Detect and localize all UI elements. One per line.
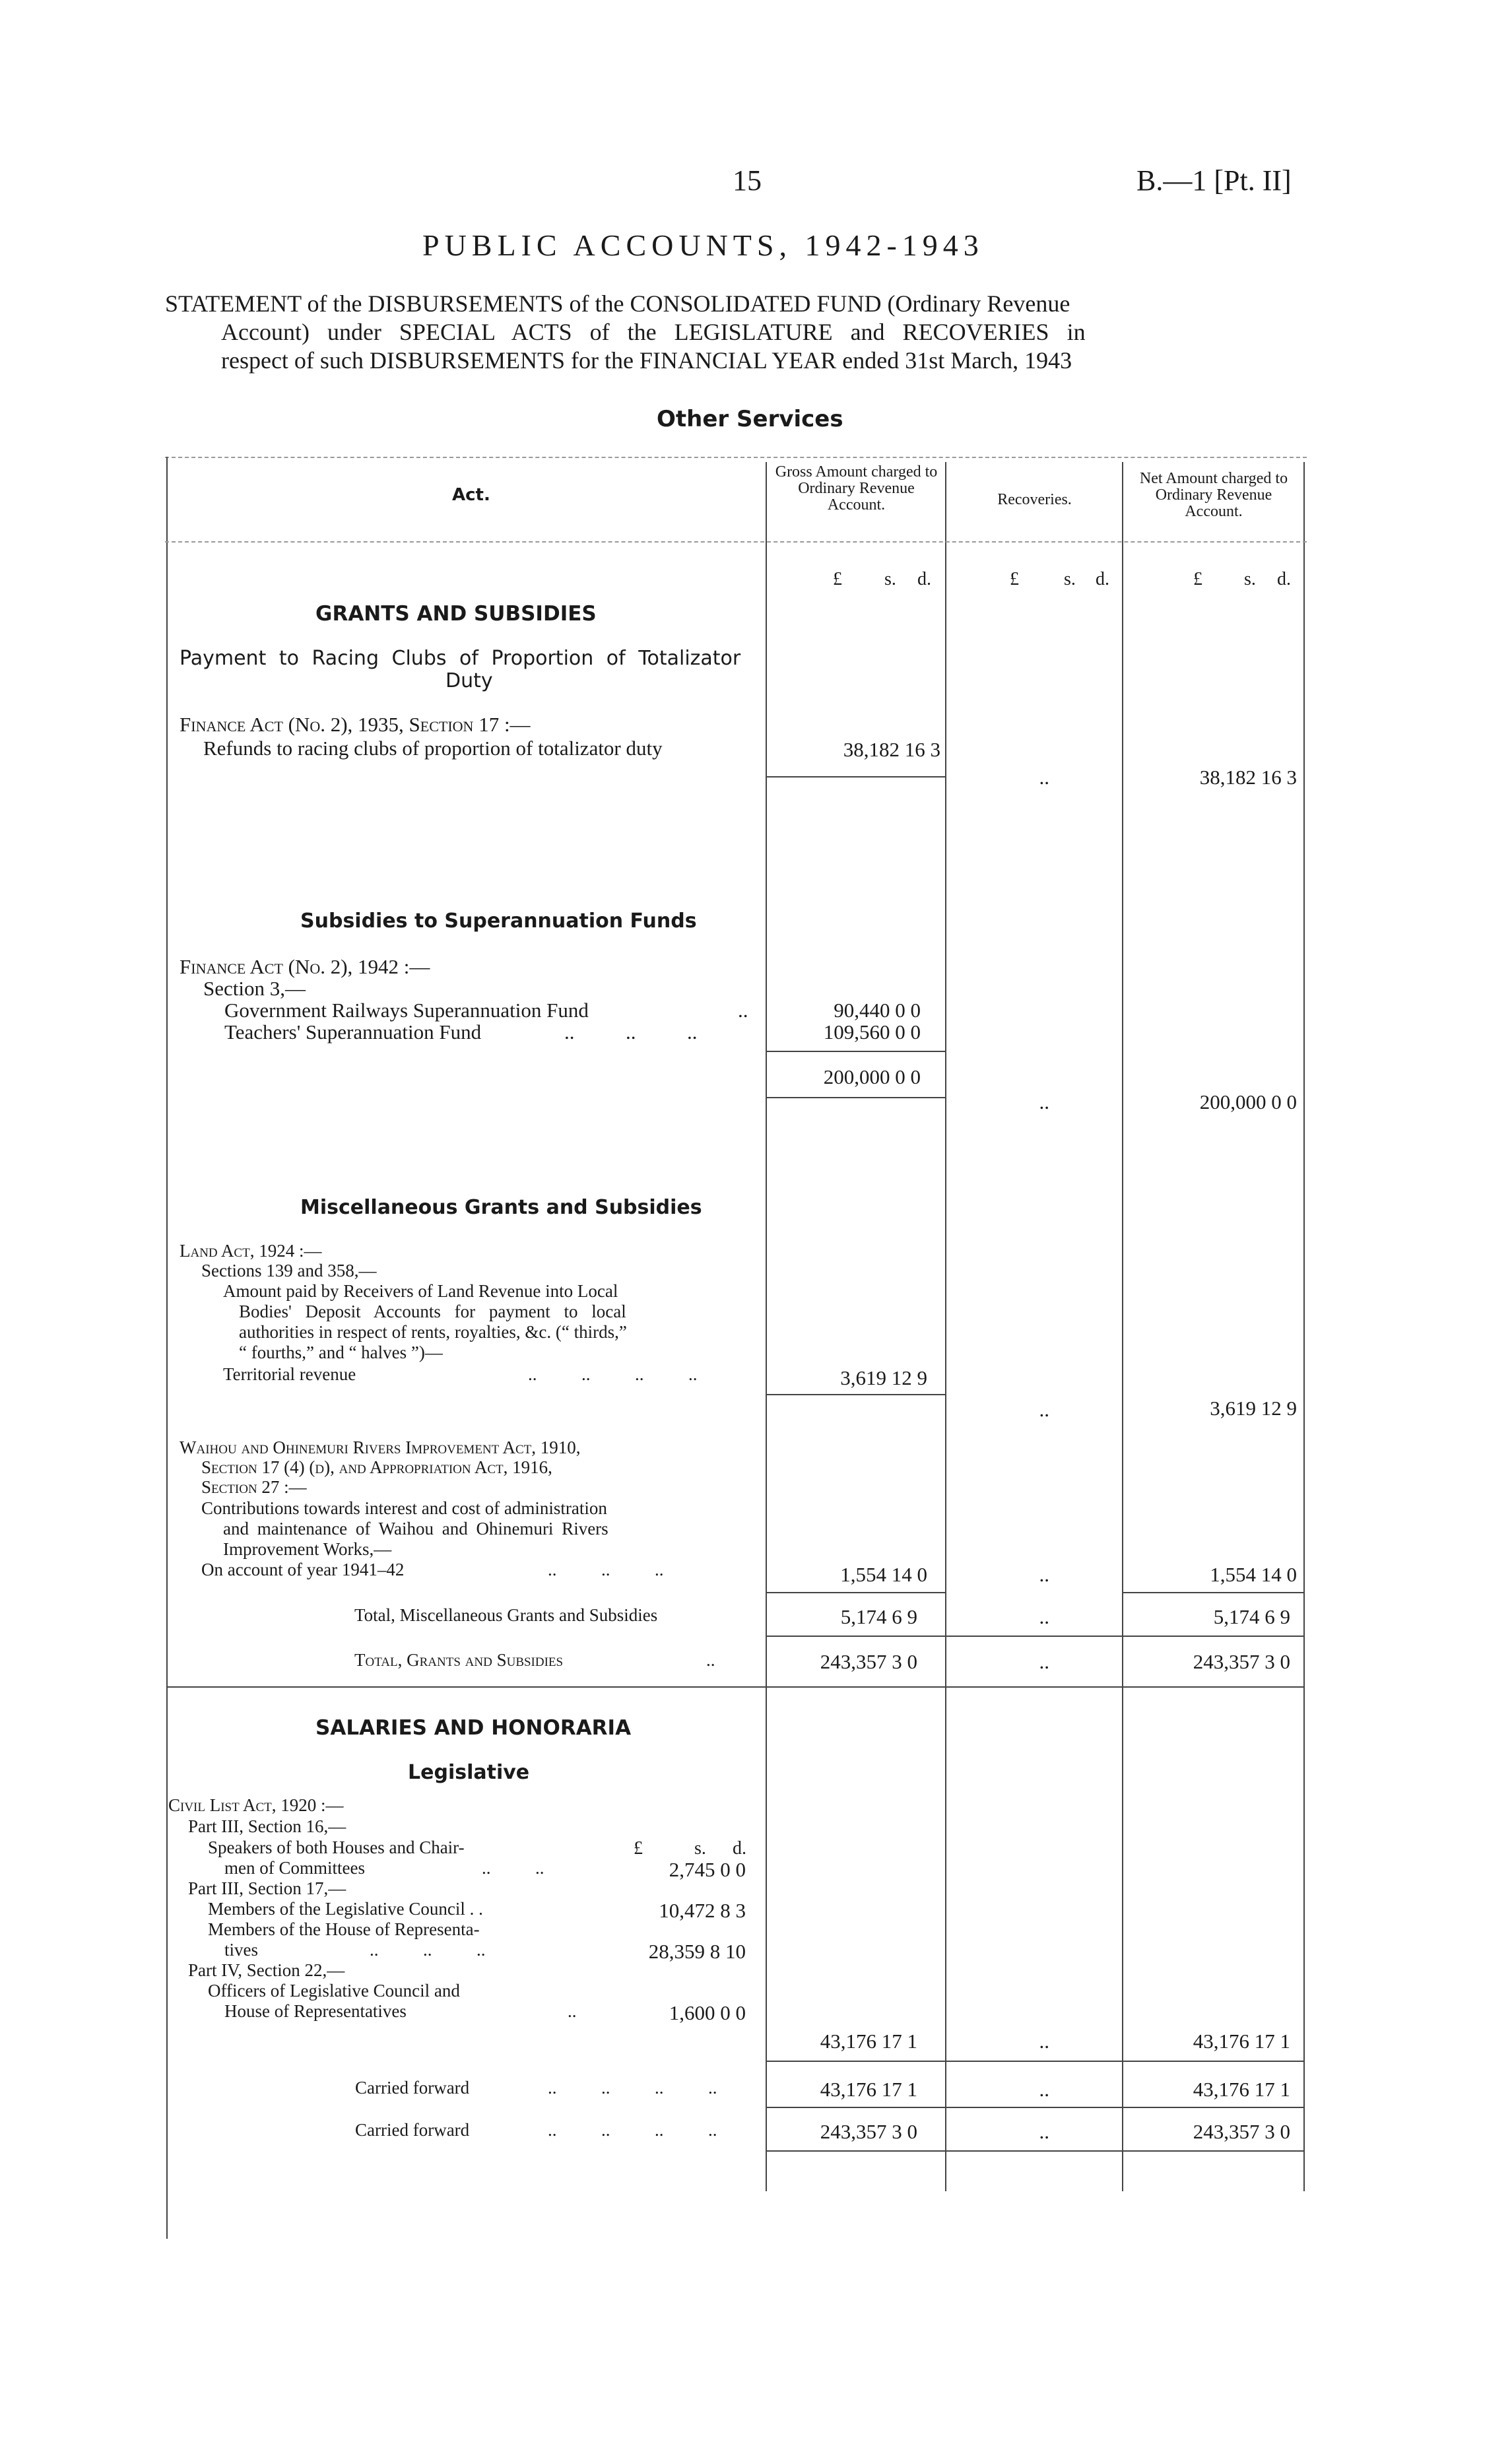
land-act-description-line-1: Amount paid by Receivers of Land Revenue into Local: [223, 1281, 618, 1301]
misc-total-bottom-rule: [767, 1636, 1303, 1637]
recoveries-column-divider: [945, 462, 946, 2191]
speakers-dots: .. ..: [482, 1858, 544, 1878]
carried-forward-1-net: 43,176 17 1: [1193, 2078, 1290, 2101]
speakers-amount: 2,745 0 0: [669, 1858, 746, 1881]
racing-net-amount: 38,182 16 3: [1199, 766, 1297, 789]
racing-act-reference: Finance Act (No. 2), 1935, Section 17 :—: [180, 713, 531, 736]
carried-forward-1-recoveries: ..: [1039, 2078, 1049, 2101]
salaries-part-3-section-16: Part III, Section 16,—: [188, 1816, 346, 1836]
column-head-recoveries: Recoveries.: [997, 491, 1072, 508]
superannuation-heading: Subsidies to Superannuation Funds: [300, 910, 697, 933]
superannuation-subtotal-rule: [767, 1051, 945, 1052]
territorial-revenue-net: 3,619 12 9: [1210, 1397, 1297, 1420]
salaries-pound-symbol: £: [634, 1838, 643, 1859]
superannuation-recoveries: ..: [1039, 1090, 1049, 1113]
net-pound-symbol: £: [1193, 569, 1202, 589]
land-act-description-line-3: authorities in respect of rents, royalties, &c. (“ thirds,”: [239, 1322, 627, 1342]
column-head-act: Act.: [452, 485, 490, 505]
salaries-total-net: 43,176 17 1: [1193, 2030, 1290, 2053]
salaries-total-rule: [767, 2061, 1303, 2062]
civil-list-act-reference: Civil List Act, 1920 :—: [168, 1795, 344, 1815]
waihou-account-net: 1,554 14 0: [1210, 1563, 1297, 1586]
gross-pence-symbol: d.: [917, 569, 931, 589]
representatives-line-1: Members of the House of Representa-: [208, 1919, 480, 1939]
representatives-line-2: tives: [224, 1940, 258, 1960]
legislative-council-amount: 10,472 8 3: [659, 1899, 746, 1922]
waihou-act-line-3: Section 27 :—: [201, 1477, 307, 1497]
racing-heading-line-2: Duty: [445, 669, 493, 692]
superannuation-net-amount: 200,000 0 0: [1199, 1090, 1297, 1113]
officers-line-2: House of Representatives: [224, 2001, 407, 2021]
recoveries-pound-symbol: £: [1010, 569, 1019, 589]
superannuation-railways-gross: 90,440 0 0: [834, 999, 921, 1022]
carried-forward-2-label: Carried forward: [355, 2120, 470, 2140]
waihou-account-dots: .. .. ..: [548, 1560, 664, 1579]
racing-gross-amount: 38,182 16 3: [843, 738, 940, 761]
superannuation-section: Section 3,—: [203, 977, 306, 1000]
waihou-account-gross: 1,554 14 0: [840, 1563, 927, 1586]
document-reference: B.—1 [Pt. II]: [1136, 164, 1292, 197]
salaries-subheading-legislative: Legislative: [408, 1761, 530, 1784]
waihou-account-label: On account of year 1941–42: [201, 1560, 405, 1579]
misc-total-net: 5,174 6 9: [1213, 1605, 1290, 1628]
superannuation-subtotal: 200,000 0 0: [823, 1065, 921, 1088]
land-act-description-line-2: Bodies' Deposit Accounts for payment to local: [239, 1302, 626, 1321]
superannuation-item-teachers-dots: .. .. ..: [564, 1020, 698, 1043]
carried-forward-2-dots: .. .. .. ..: [548, 2120, 717, 2140]
waihou-act-line-2: Section 17 (4) (d), and Appropriation Act, 1916,: [201, 1457, 552, 1477]
column-head-gross: Gross Amount charged to Ordinary Revenue Account.: [775, 463, 938, 513]
waihou-contributions-line-2: and maintenance of Waihou and Ohinemuri Rivers: [223, 1519, 608, 1538]
territorial-revenue-underline: [767, 1394, 945, 1395]
net-shilling-symbol: s.: [1244, 569, 1256, 589]
grants-grand-total-dots: ..: [706, 1650, 715, 1670]
salaries-pence-symbol: d.: [733, 1838, 746, 1859]
carried-forward-2-net: 243,357 3 0: [1193, 2120, 1290, 2143]
grants-grand-total-net: 243,357 3 0: [1193, 1650, 1290, 1673]
superannuation-subtotal-underline: [767, 1097, 945, 1098]
racing-gross-underline: [767, 776, 945, 777]
grants-grand-total-label: Total, Grants and Subsidies: [354, 1650, 564, 1670]
superannuation-item-teachers: Teachers' Superannuation Fund: [224, 1020, 482, 1043]
page-subtitle: Other Services: [657, 406, 843, 432]
waihou-contributions-line-1: Contributions towards interest and cost of administration: [201, 1498, 607, 1518]
salaries-part-4-section-22: Part IV, Section 22,—: [188, 1960, 345, 1980]
territorial-revenue-recoveries: ..: [1039, 1398, 1049, 1421]
page-number: 15: [733, 164, 762, 197]
superannuation-act-reference: Finance Act (No. 2), 1942 :—: [180, 955, 430, 978]
salaries-total-gross: 43,176 17 1: [820, 2030, 917, 2053]
misc-total-recoveries: ..: [1039, 1605, 1049, 1628]
column-head-net: Net Amount charged to Ordinary Revenue Account.: [1139, 470, 1288, 520]
section-heading-grants: GRANTS AND SUBSIDIES: [315, 602, 597, 626]
superannuation-item-railways: Government Railways Superannuation Fund: [224, 999, 589, 1022]
land-act-description-line-4: “ fourths,” and “ halves ”)—: [239, 1342, 443, 1362]
legislative-council-members: Members of the Legislative Council . .: [208, 1899, 483, 1919]
statement-line-3: respect of such DISBURSEMENTS for the FINANCIAL YEAR ended 31st March, 1943: [221, 347, 1072, 374]
racing-recoveries: ..: [1039, 766, 1049, 789]
table-top-rule: [165, 457, 1307, 458]
superannuation-teachers-gross: 109,560 0 0: [823, 1020, 921, 1043]
header-bottom-rule: [165, 541, 1307, 543]
net-pence-symbol: d.: [1277, 569, 1291, 589]
carried-forward-2-gross: 243,357 3 0: [820, 2120, 917, 2143]
superannuation-item-railways-dots: ..: [738, 999, 748, 1022]
misc-total-gross: 5,174 6 9: [840, 1605, 917, 1628]
carried-forward-1-label: Carried forward: [355, 2078, 470, 2098]
recoveries-shilling-symbol: s.: [1064, 569, 1076, 589]
territorial-revenue-label: Territorial revenue: [223, 1364, 356, 1384]
misc-total-top-rule-net: [1123, 1592, 1303, 1593]
misc-total-top-rule-gross: [767, 1592, 945, 1593]
grants-section-bottom-rule: [166, 1686, 1303, 1688]
miscellaneous-heading: Miscellaneous Grants and Subsidies: [300, 1196, 702, 1219]
representatives-amount: 28,359 8 10: [648, 1940, 746, 1963]
statement-line-1: STATEMENT of the DISBURSEMENTS of the CONSOLIDATED FUND (Ordinary Revenue: [165, 290, 1070, 317]
grants-grand-total-recoveries: ..: [1039, 1650, 1049, 1673]
representatives-dots: .. .. ..: [370, 1940, 486, 1960]
grants-grand-total-gross: 243,357 3 0: [820, 1650, 917, 1673]
statement-line-2: Account) under SPECIAL ACTS of the LEGISLATURE and RECOVERIES in: [221, 319, 1086, 345]
salaries-part-3-section-17: Part III, Section 17,—: [188, 1878, 346, 1898]
land-act-sections: Sections 139 and 358,—: [201, 1261, 377, 1280]
officers-amount: 1,600 0 0: [669, 2001, 746, 2024]
gross-column-divider: [766, 462, 767, 2191]
racing-item: Refunds to racing clubs of proportion of totalizator duty: [203, 737, 663, 760]
speakers-line-1: Speakers of both Houses and Chair-: [208, 1837, 465, 1857]
table-bottom-rule: [767, 2150, 1303, 2152]
gross-shilling-symbol: s.: [884, 569, 896, 589]
carried-forward-1-gross: 43,176 17 1: [820, 2078, 917, 2101]
carried-forward-1-dots: .. .. .. ..: [548, 2078, 717, 2098]
page-title: PUBLIC ACCOUNTS, 1942-1943: [422, 228, 984, 262]
waihou-account-recoveries: ..: [1039, 1563, 1049, 1586]
land-act-reference: Land Act, 1924 :—: [180, 1241, 322, 1261]
waihou-act-line-1: Waihou and Ohinemuri Rivers Improvement Act, 1910,: [180, 1438, 581, 1457]
officers-dots: ..: [568, 2001, 577, 2021]
speakers-line-2: men of Committees: [224, 1858, 365, 1878]
carried-forward-rule: [767, 2107, 1303, 2108]
misc-total-label: Total, Miscellaneous Grants and Subsidies: [354, 1605, 658, 1625]
waihou-contributions-line-3: Improvement Works,—: [223, 1539, 392, 1559]
carried-forward-2-recoveries: ..: [1039, 2120, 1049, 2143]
officers-line-1: Officers of Legislative Council and: [208, 1981, 460, 2001]
territorial-revenue-gross: 3,619 12 9: [840, 1366, 927, 1389]
salaries-shilling-symbol: s.: [694, 1838, 706, 1859]
table-right-border: [1303, 462, 1305, 2191]
table-left-border: [166, 457, 168, 2239]
salaries-total-recoveries: ..: [1039, 2030, 1049, 2053]
net-column-divider: [1122, 462, 1123, 2191]
section-heading-salaries: SALARIES AND HONORARIA: [315, 1716, 632, 1740]
gross-pound-symbol: £: [833, 569, 842, 589]
territorial-revenue-dots: .. .. .. ..: [528, 1364, 698, 1384]
racing-heading-line-1: Payment to Racing Clubs of Proportion of Totalizator: [180, 647, 741, 670]
recoveries-pence-symbol: d.: [1096, 569, 1109, 589]
